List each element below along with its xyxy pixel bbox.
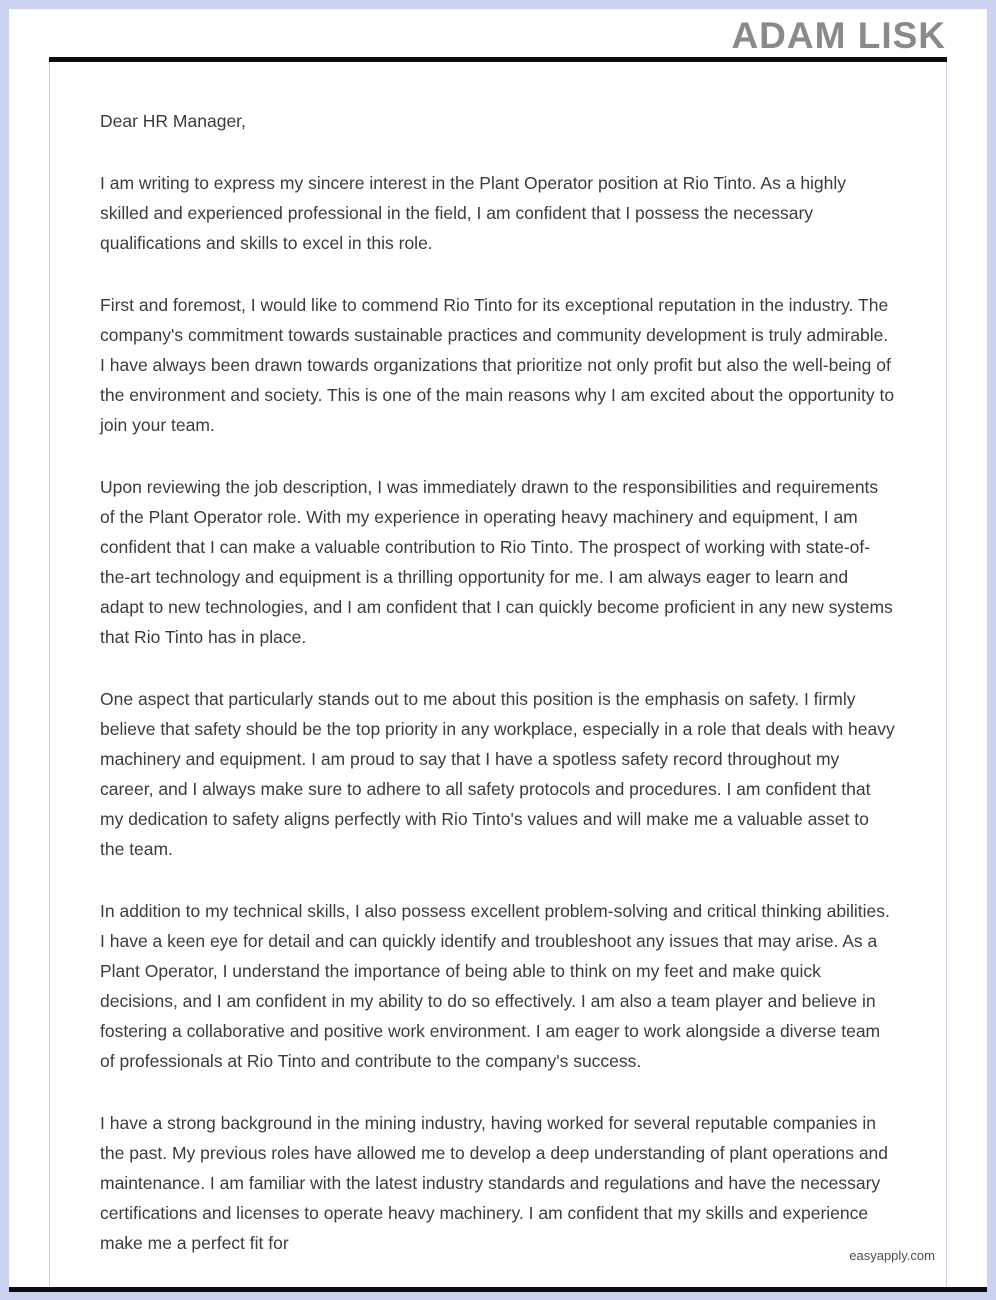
applicant-name: ADAM LISK bbox=[731, 15, 946, 56]
salutation: Dear HR Manager, bbox=[100, 111, 246, 131]
letter-header bbox=[731, 15, 946, 57]
letter-body bbox=[50, 62, 946, 1258]
letter-paragraph: In addition to my technical skills, I also possess excellent problem-solving and critical thinking abilities. I have a keen eye for detail and can quickly identify and troubleshoot any issues that may arise. As a Plant Operator, I understand the importance of being able to think on my feet and make quick decisions, and I am confident in my ability to do so effectively. I am also a team player and believe in fostering a collaborative and positive work environment. I am eager to work alongside a diverse team of professionals at Rio Tinto and contribute to the company's success. bbox=[100, 901, 890, 1071]
letter-paragraph: I have a strong background in the mining industry, having worked for several reputable companies in the past. My previous roles have allowed me to develop a deep understanding of plant operations and maintenance. I am familiar with the latest industry standards and regulations and have the necessary certifications and licenses to operate heavy machinery. I am confident that my skills and experience make me a perfect fit for bbox=[100, 1113, 889, 1253]
letter-paragraph: I am writing to express my sincere interest in the Plant Operator position at Rio Tinto. As a highly skilled and experienced professional in the field, I am confident that I possess the necessary qualifications and skills to excel in this role. bbox=[100, 173, 847, 253]
watermark-text: easyapply.com bbox=[849, 1248, 935, 1263]
letter-paragraph: First and foremost, I would like to commend Rio Tinto for its exceptional reputation in the industry. The company's commitment towards sustainable practices and community development is truly admirable. I have always been drawn towards organizations that prioritize not only profit but also the well-being of the environment and society. This is one of the main reasons why I am excited about the opportunity to join your team. bbox=[100, 295, 895, 435]
letter-paragraph: One aspect that particularly stands out to me about this position is the emphasis on safety. I firmly believe that safety should be the top priority in any workplace, especially in a role that deals with heavy machinery and equipment. I am proud to say that I have a spotless safety record throughout my career, and I always make sure to adhere to all safety protocols and procedures. I am confident that my dedication to safety aligns perfectly with Rio Tinto's values and will make me a valuable asset to the team. bbox=[100, 689, 895, 859]
letter-paragraph: Upon reviewing the job description, I was immediately drawn to the responsibilities and requirements of the Plant Operator role. With my experience in operating heavy machinery and equipment, I am confident that I can make a valuable contribution to Rio Tinto. The prospect of working with state-of-the-art technology and equipment is a thrilling opportunity for me. I am always eager to learn and adapt to new technologies, and I am confident that I can quickly become proficient in any new systems that Rio Tinto has in place. bbox=[100, 477, 893, 647]
letter-content-box bbox=[49, 62, 947, 1287]
document-page bbox=[9, 9, 987, 1292]
